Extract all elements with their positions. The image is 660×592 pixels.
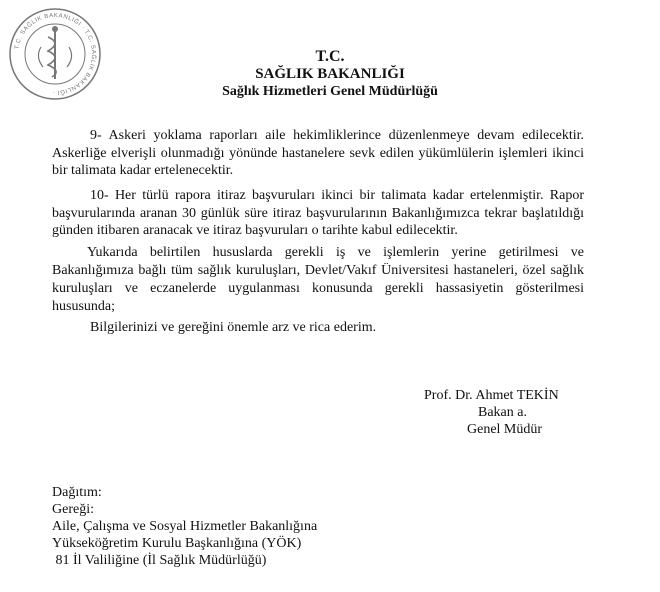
paragraph-9-line-2: Askerliğe elverişli olunmadığı yönünde hastanelere sevk edilen yükümlülerin işlemleri ikinci [52,146,584,161]
paragraph-10-line-3: günden itibaren aranacak ve itiraz başvuruları o tarihte kabul edilecektir. [52,223,458,238]
paragraph-10-line-2: başvurularında aranan 30 günlük süre itiraz başvurularının Bakanlığımızca tekrar başlatıldığı [52,206,584,221]
closing-line: Bilgilerinizi ve gereğini önemle arz ve rica ederim. [90,320,377,335]
paragraph-11-line-1: Yukarıda belirtilen hususlarda gerekli iş ve işlemlerin yerine getirilmesi ve [87,245,584,260]
paragraph-11-line-4: hususunda; [52,299,115,314]
svg-text:T.C. SAĞLIK BAKANLIĞI · T.C. S: T.C. SAĞLIK BAKANLIĞI · T.C. SAĞLIK BAKANLIĞI · [14,12,97,96]
paragraph-11-line-2: Bakanlığımıza bağlı tüm sağlık kuruluşları, Devlet/Vakıf Üniversitesi hastaneleri, özel sağlık [52,263,584,278]
header-ministry: SAĞLIK BAKANLIĞI [255,66,405,82]
paragraph-11-line-3: kuruluşları ve eczanelerde uygulanması konusunda gerekli hassasiyetin gösterilmesi [52,281,584,296]
distribution-item: Yükseköğretim Kurulu Başkanlığına (YÖK) [52,536,302,551]
header-directorate: Sağlık Hizmetleri Genel Müdürlüğü [222,84,438,99]
paragraph-9-line-1: 9- Askeri yoklama raporları aile hekimliklerince düzenlenmeye devam edilecektir. [90,128,584,143]
distribution-item: 81 İl Valiliğine (İl Sağlık Müdürlüğü) [52,553,267,568]
distribution-item: Aile, Çalışma ve Sosyal Hizmetler Bakanlığına [52,519,318,534]
paragraph-9-line-3: bir talimata kadar ertelenecektir. [52,163,234,178]
distribution-heading: Dağıtım: [52,485,102,500]
paragraph-10-line-1: 10- Her türlü rapora itiraz başvuruları ikinci bir talimata kadar ertelenmiştir. Rapor [90,188,584,203]
signatory-name: Prof. Dr. Ahmet TEKİN [424,388,559,403]
header-tc: T.C. [315,48,345,65]
distribution-gereği-label: Gereği: [52,502,94,517]
signatory-title-2: Genel Müdür [467,422,543,437]
signatory-title-1: Bakan a. [478,405,527,420]
